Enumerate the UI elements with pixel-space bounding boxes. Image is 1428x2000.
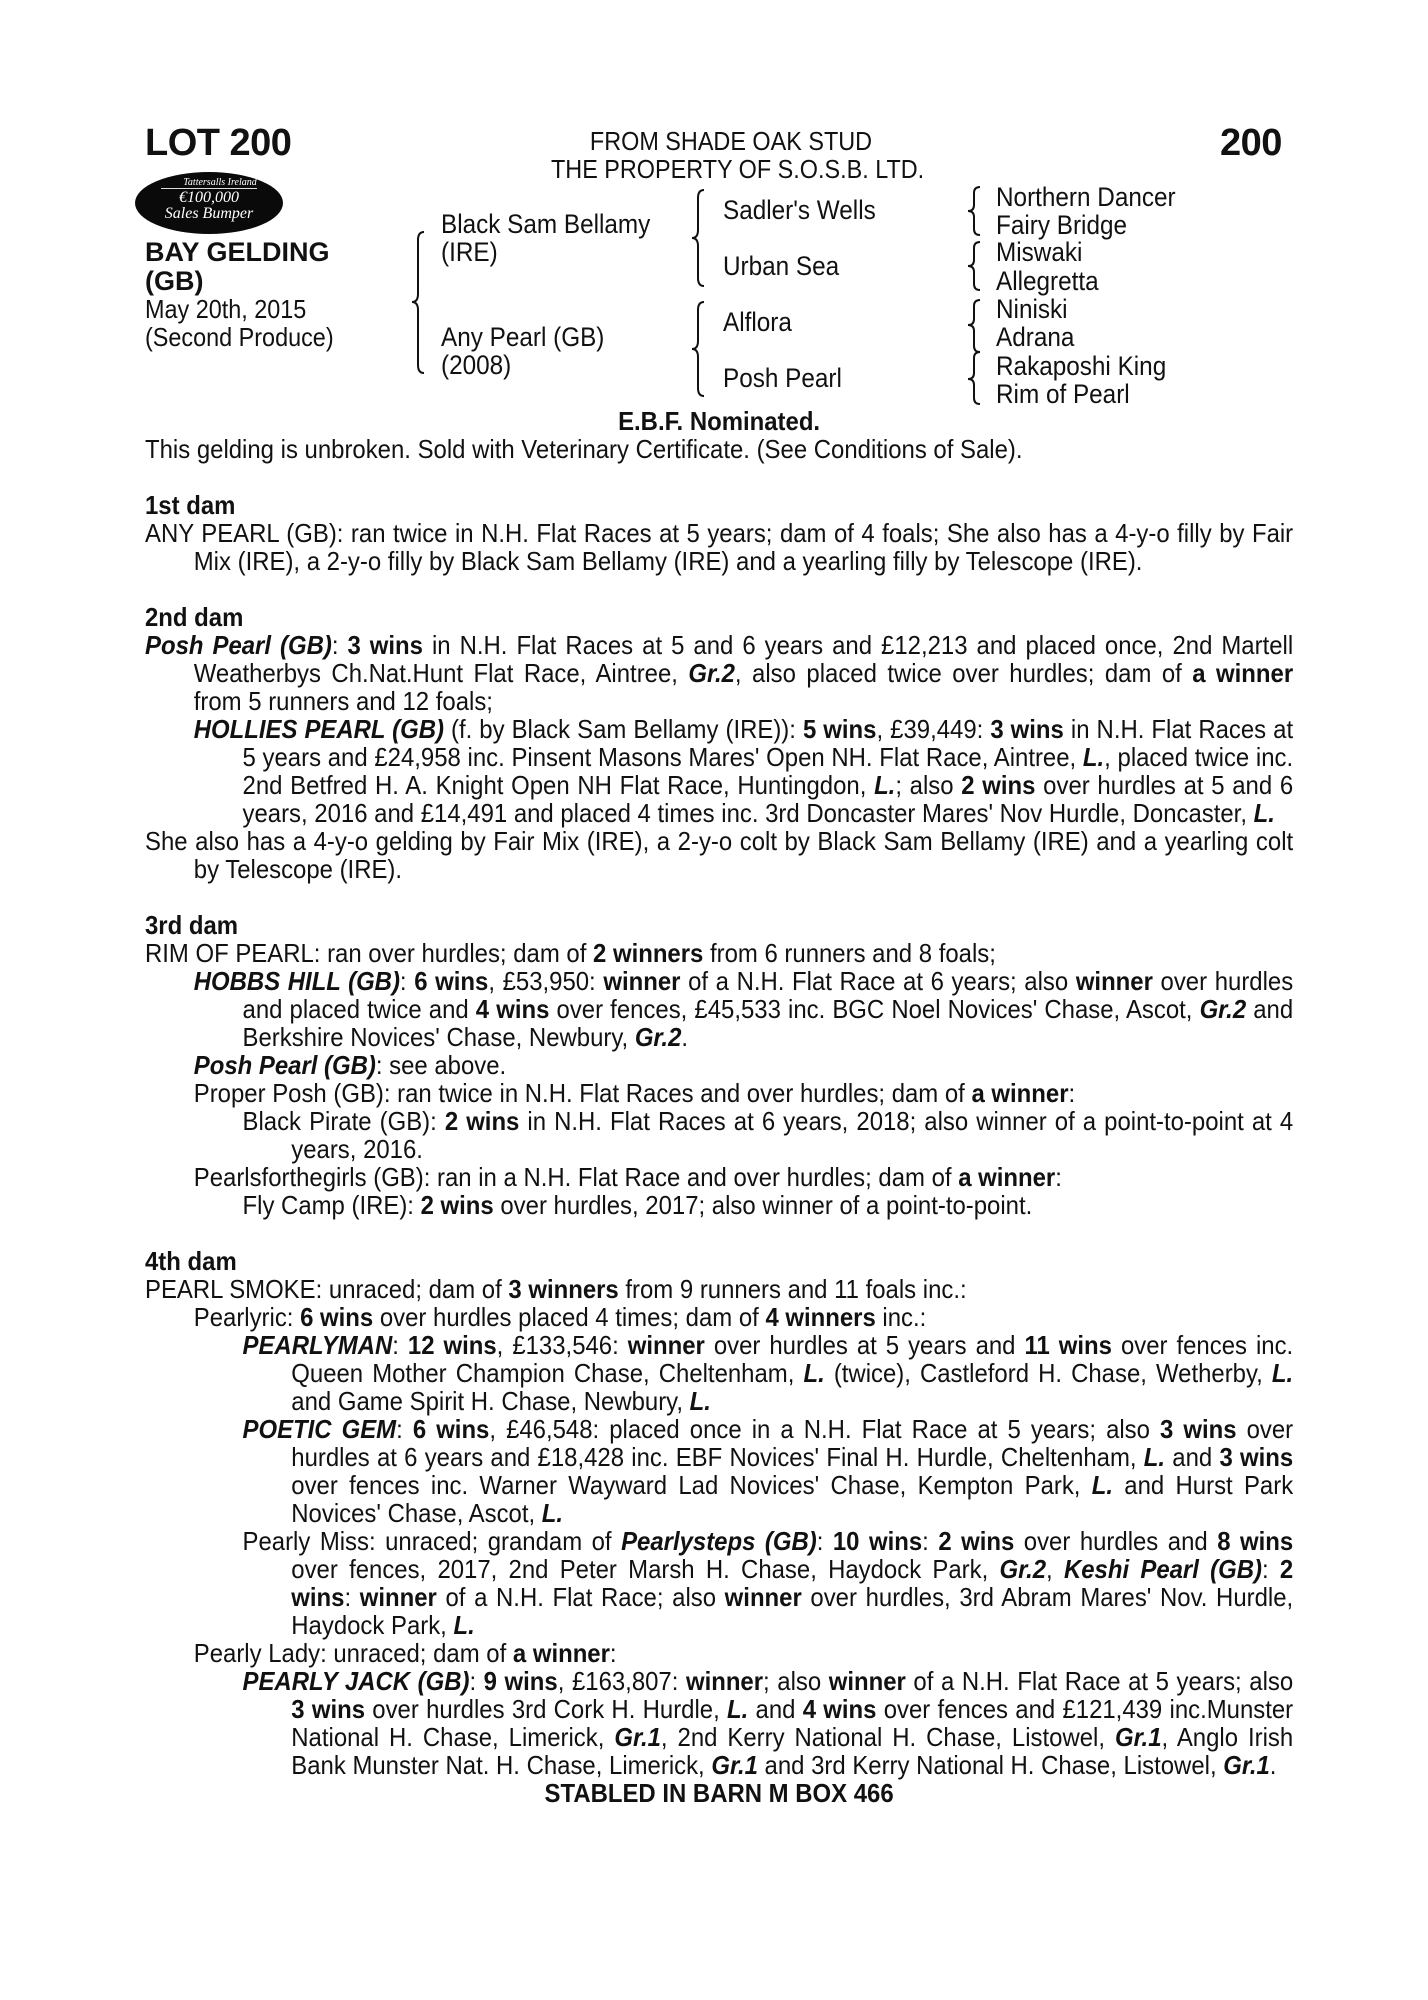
- sire-name: Black Sam Bellamy: [441, 209, 651, 239]
- logo-title: Sales Bumper: [164, 205, 254, 222]
- horse-name-or-grade: Gr.2: [999, 1554, 1047, 1584]
- entry-text: Black Pirate (GB):: [242, 1106, 445, 1136]
- entry-text: over hurdles and placed twice and: [242, 966, 1294, 1024]
- win-count: winner: [1075, 966, 1153, 996]
- entry-text: of a N.H. Flat Race; also: [436, 1582, 725, 1612]
- entry-text: :: [922, 1526, 939, 1556]
- win-count: 11 wins: [1024, 1330, 1112, 1360]
- entry-text: :: [1068, 1078, 1076, 1108]
- catalogue-body: [145, 407, 1293, 1807]
- entry-text: from 9 runners and 11 foals inc.:: [618, 1274, 967, 1304]
- brace-dam-parents: [692, 302, 704, 396]
- pedigree-entry: [145, 1527, 1293, 1639]
- win-count: 3 wins: [990, 714, 1064, 744]
- logo-amount: €100,000: [179, 189, 239, 206]
- horse-name-or-grade: Gr.1: [614, 1722, 661, 1752]
- entry-text: over fences and £121,439 inc.Munster National H. Chase, Limerick,: [291, 1694, 1294, 1752]
- horse-name-or-grade: L.: [803, 1358, 825, 1388]
- sire-country: (IRE): [441, 237, 498, 267]
- horse-name-or-grade: L.: [1082, 742, 1105, 772]
- pedigree-g3: Allegretta: [996, 266, 1099, 296]
- horse-name-or-grade: L.: [727, 1694, 749, 1724]
- entry-text: and: [1165, 1442, 1220, 1472]
- horse-name-or-grade: L.: [1271, 1358, 1294, 1388]
- horse-name-or-grade: L.: [874, 770, 896, 800]
- entry-text: ANY PEARL (GB): ran twice in N.H. Flat Races at 5 years; dam of 4 foals; She also has a 4-y-o filly by Fair Mix (IRE), a 2-y-o filly by Black Sam Bellamy (IRE) and a yearling filly by Telescope (IRE).: [145, 518, 1294, 576]
- horse-name-or-grade: L.: [1143, 1442, 1166, 1472]
- entry-text: :: [344, 1582, 360, 1612]
- win-count: 6 wins: [414, 966, 489, 996]
- win-count: 3 wins: [1219, 1442, 1294, 1472]
- pedigree-second-dam: Posh Pearl: [723, 363, 842, 393]
- dam-section: [145, 911, 1293, 1219]
- pedigree-entry: [145, 519, 1293, 575]
- sale-note: This gelding is unbroken. Sold with Veterinary Certificate. (See Conditions of Sale).: [145, 434, 1023, 464]
- pedigree-entry: [145, 1163, 1293, 1191]
- pedigree-entry: [145, 1331, 1293, 1415]
- entry-text: , placed twice inc. 2nd Betfred H. A. Knight Open NH Flat Race, Huntingdon,: [242, 742, 1294, 800]
- entry-text: and: [748, 1694, 803, 1724]
- entry-text: , £133,546:: [496, 1330, 628, 1360]
- entry-text: and Game Spirit H. Chase, Newbury,: [291, 1386, 690, 1416]
- brace-g3-4: [968, 352, 980, 404]
- win-count: 6 wins: [300, 1302, 374, 1332]
- pedigree-g3: Northern Dancer: [996, 182, 1176, 212]
- entry-text: , £163,807:: [557, 1666, 686, 1696]
- pedigree-entry: [145, 827, 1293, 883]
- entry-text: :: [1261, 1554, 1280, 1584]
- horse-name-or-grade: Gr.2: [688, 658, 735, 688]
- pedigree-entry: [145, 1051, 1293, 1079]
- dam-year: (2008): [441, 350, 512, 380]
- brace-sire-dam: [412, 232, 424, 373]
- entry-text: : see above.: [375, 1050, 507, 1080]
- entry-text: , Anglo Irish Bank Munster Nat. H. Chase, Limerick,: [291, 1722, 1294, 1780]
- ebf-nominated: E.B.F. Nominated.: [618, 406, 821, 436]
- lot-label: LOT 200: [145, 122, 292, 164]
- entry-text: Pearly Lady: unraced; dam of: [193, 1638, 513, 1668]
- win-count: 2 winners: [593, 938, 704, 968]
- pedigree-entry: [145, 631, 1293, 715]
- entry-text: ,: [1046, 1554, 1064, 1584]
- win-count: 3 winners: [508, 1274, 619, 1304]
- entry-text: She also has a 4-y-o gelding by Fair Mix (IRE), a 2-y-o colt by Black Sam Bellamy (IRE) and a yearling colt by Telescope (IRE).: [145, 826, 1294, 884]
- win-count: 3 wins: [347, 630, 423, 660]
- entry-text: over fences, 2017, 2nd Peter Marsh H. Chase, Haydock Park,: [291, 1554, 1000, 1584]
- entry-text: over fences inc. Queen Mother Champion Chase, Cheltenham,: [291, 1330, 1294, 1388]
- pedigree-entry: [145, 967, 1293, 1051]
- section-heading: 4th dam: [145, 1246, 237, 1276]
- horse-name-or-grade: HOBBS HILL (GB): [193, 966, 400, 996]
- win-count: 2 wins: [938, 1526, 1015, 1556]
- entry-text: over hurdles, 2017; also winner of a point-to-point.: [493, 1190, 1033, 1220]
- foaling-date: May 20th, 2015: [145, 294, 307, 324]
- pedigree-entry: [145, 1639, 1293, 1667]
- entry-text: in N.H. Flat Races at 5 and 6 years and £12,213 and placed once, 2nd Martell Weatherbys Ch.Nat.Hunt Flat Race, Aintree,: [193, 630, 1294, 688]
- pedigree-g3: Niniski: [996, 294, 1068, 324]
- entry-text: :: [816, 1526, 833, 1556]
- horse-name-or-grade: L.: [541, 1498, 564, 1528]
- pedigree-damsire: Alflora: [723, 307, 792, 337]
- win-count: 12 wins: [407, 1330, 497, 1360]
- entry-text: :: [1055, 1162, 1062, 1192]
- horse-name-or-grade: PEARLYMAN: [242, 1330, 393, 1360]
- entry-text: over hurdles placed 4 times; dam of: [373, 1302, 766, 1332]
- win-count: a winner: [958, 1162, 1056, 1192]
- entry-text: ; also: [763, 1666, 829, 1696]
- horse-description: BAY GELDING: [145, 237, 330, 267]
- entry-text: , also placed twice over hurdles; dam of: [734, 658, 1193, 688]
- win-count: 2 wins: [420, 1190, 494, 1220]
- pedigree-entry: [145, 1667, 1293, 1779]
- horse-name-or-grade: L.: [1091, 1470, 1114, 1500]
- win-count: 9 wins: [483, 1666, 558, 1696]
- win-count: a winner: [512, 1638, 610, 1668]
- horse-name-or-grade: Gr.1: [711, 1750, 758, 1780]
- horse-name-or-grade: POETIC GEM: [242, 1414, 397, 1444]
- win-count: 3 wins: [291, 1694, 366, 1724]
- entry-text: :: [392, 1330, 408, 1360]
- win-count: 2 wins: [961, 770, 1036, 800]
- section-heading: 3rd dam: [145, 910, 239, 940]
- brace-g3-3: [968, 300, 980, 352]
- win-count: 8 wins: [1217, 1526, 1294, 1556]
- horse-name-or-grade: L.: [453, 1610, 475, 1640]
- brace-g3-1: [968, 187, 980, 235]
- entry-text: .: [1269, 1750, 1277, 1780]
- pedigree-entry: [145, 715, 1293, 827]
- pedigree-braces: [0, 0, 1428, 440]
- pedigree-entry: [145, 1275, 1293, 1303]
- entry-text: ; also: [895, 770, 962, 800]
- entry-text: .: [681, 1022, 689, 1052]
- entry-text: Pearlsforthegirls (GB): ran in a N.H. Flat Race and over hurdles; dam of: [193, 1162, 959, 1192]
- entry-text: over hurdles 3rd Cork H. Hurdle,: [365, 1694, 728, 1724]
- horse-name-or-grade: PEARLY JACK (GB): [242, 1666, 470, 1696]
- win-count: winner: [828, 1666, 906, 1696]
- entry-text: RIM OF PEARL: ran over hurdles; dam of: [145, 938, 594, 968]
- win-count: 5 wins: [802, 714, 877, 744]
- entry-text: from 5 runners and 12 foals;: [193, 686, 493, 716]
- entry-text: , £53,950:: [488, 966, 604, 996]
- logo-brand: Tattersalls Ireland: [161, 177, 256, 189]
- pedigree-entry: [145, 1107, 1293, 1163]
- entry-text: and 3rd Kerry National H. Chase, Listowel,: [757, 1750, 1224, 1780]
- entry-text: and Hurst Park Novices' Chase, Ascot,: [291, 1470, 1294, 1528]
- horse-name-or-grade: L.: [689, 1386, 711, 1416]
- entry-text: , 2nd Kerry National H. Chase, Listowel,: [660, 1722, 1115, 1752]
- entry-text: over hurdles at 6 years and £18,428 inc. EBF Novices' Final H. Hurdle, Cheltenham,: [291, 1414, 1294, 1472]
- horse-name-or-grade: Gr.1: [1223, 1750, 1270, 1780]
- entry-text: over hurdles at 5 and 6 years, 2016 and £14,491 and placed 4 times inc. 3rd Doncaster Mares' Nov Hurdle, Doncaster,: [242, 770, 1294, 828]
- vendor-line: FROM SHADE OAK STUD: [589, 126, 873, 156]
- dam-section: [145, 1247, 1293, 1779]
- brace-sire-parents: [692, 190, 704, 286]
- lot-number: 200: [1220, 122, 1282, 164]
- win-count: winner: [603, 966, 681, 996]
- entry-text: :: [331, 630, 348, 660]
- stabling-info: STABLED IN BARN M BOX 466: [544, 1778, 894, 1808]
- entry-text: over hurdles, 3rd Abram Mares' Nov. Hurdle, Haydock Park,: [291, 1582, 1294, 1640]
- win-count: winner: [685, 1666, 764, 1696]
- win-count: a winner: [1192, 658, 1294, 688]
- win-count: 4 wins: [802, 1694, 877, 1724]
- pedigree-g3: Rakaposhi King: [996, 351, 1167, 381]
- entry-text: :: [609, 1638, 617, 1668]
- pedigree-grandsire: Sadler's Wells: [723, 195, 876, 225]
- pedigree-entry: [145, 1303, 1293, 1331]
- entry-text: over hurdles and: [1014, 1526, 1218, 1556]
- entry-text: of a N.H. Flat Race at 6 years; also: [680, 966, 1076, 996]
- entry-text: :: [469, 1666, 484, 1696]
- dam-sections: [145, 491, 1293, 1779]
- entry-text: Fly Camp (IRE):: [242, 1190, 421, 1220]
- entry-text: from 6 runners and 8 foals;: [703, 938, 996, 968]
- entry-text: inc.:: [875, 1302, 927, 1332]
- pedigree-g3: Rim of Pearl: [996, 379, 1130, 409]
- horse-name-or-grade: Pearlysteps (GB): [621, 1526, 817, 1556]
- horse-name-or-grade: Posh Pearl (GB): [145, 630, 332, 660]
- entry-text: :: [399, 966, 415, 996]
- win-count: winner: [359, 1582, 437, 1612]
- entry-text: , £46,548: placed once in a N.H. Flat Race at 5 years; also: [489, 1414, 1161, 1444]
- entry-text: Proper Posh (GB): ran twice in N.H. Flat Races and over hurdles; dam of: [193, 1078, 972, 1108]
- entry-text: of a N.H. Flat Race at 5 years; also: [905, 1666, 1294, 1696]
- pedigree-g3: Miswaki: [996, 237, 1083, 267]
- produce-note: (Second Produce): [145, 322, 334, 352]
- win-count: 4 winners: [765, 1302, 876, 1332]
- pedigree-g3: Fairy Bridge: [996, 210, 1127, 240]
- pedigree-entry: [145, 1191, 1293, 1219]
- pedigree-entry: [145, 1079, 1293, 1107]
- dam-section: [145, 603, 1293, 883]
- entry-text: and Berkshire Novices' Chase, Newbury,: [242, 994, 1294, 1052]
- entry-text: over hurdles at 5 years and: [704, 1330, 1025, 1360]
- horse-name-or-grade: L.: [1253, 798, 1275, 828]
- brace-g3-2: [968, 242, 980, 290]
- property-line: THE PROPERTY OF S.O.S.B. LTD.: [551, 154, 925, 184]
- entry-text: Pearlyric:: [193, 1302, 301, 1332]
- win-count: a winner: [971, 1078, 1069, 1108]
- horse-name-or-grade: Posh Pearl (GB): [193, 1050, 376, 1080]
- entry-text: Pearly Miss: unraced; grandam of: [242, 1526, 622, 1556]
- win-count: 6 wins: [412, 1414, 490, 1444]
- section-heading: 2nd dam: [145, 602, 244, 632]
- pedigree-granddam: Urban Sea: [723, 251, 840, 281]
- win-count: 4 wins: [475, 994, 550, 1024]
- entry-text: PEARL SMOKE: unraced; dam of: [145, 1274, 509, 1304]
- win-count: 2 wins: [444, 1106, 520, 1136]
- dam-name: Any Pearl (GB): [441, 322, 605, 352]
- entry-text: over fences inc. Warner Wayward Lad Novices' Chase, Kempton Park,: [291, 1470, 1092, 1500]
- win-count: 10 wins: [832, 1526, 923, 1556]
- entry-text: (f. by Black Sam Bellamy (IRE)):: [443, 714, 803, 744]
- win-count: 3 wins: [1160, 1414, 1237, 1444]
- horse-name-or-grade: HOLLIES PEARL (GB): [193, 714, 444, 744]
- win-count: winner: [627, 1330, 705, 1360]
- horse-name-or-grade: Gr.1: [1114, 1722, 1162, 1752]
- horse-name-or-grade: Gr.2: [1199, 994, 1247, 1024]
- entry-text: in N.H. Flat Races at 6 years, 2018; also winner of a point-to-point at 4 years, 2016.: [291, 1106, 1294, 1164]
- entry-text: , £39,449:: [876, 714, 991, 744]
- entry-text: :: [396, 1414, 413, 1444]
- entry-text: over fences, £45,533 inc. BGC Noel Novices' Chase, Ascot,: [549, 994, 1200, 1024]
- horse-name-or-grade: Keshi Pearl (GB): [1063, 1554, 1262, 1584]
- pedigree-g3: Adrana: [996, 322, 1075, 352]
- dam-section: [145, 491, 1293, 575]
- pedigree-entry: [145, 1415, 1293, 1527]
- section-heading: 1st dam: [145, 490, 236, 520]
- horse-country: (GB): [145, 266, 204, 296]
- entry-text: in N.H. Flat Races at 5 years and £24,958 inc. Pinsent Masons Mares' Open NH. Flat Race, Aintree,: [242, 714, 1294, 772]
- pedigree-entry: [145, 939, 1293, 967]
- entry-text: (twice), Castleford H. Chase, Wetherby,: [824, 1358, 1272, 1388]
- horse-name-or-grade: Gr.2: [634, 1022, 682, 1052]
- win-count: 2 wins: [291, 1554, 1294, 1612]
- win-count: winner: [724, 1582, 802, 1612]
